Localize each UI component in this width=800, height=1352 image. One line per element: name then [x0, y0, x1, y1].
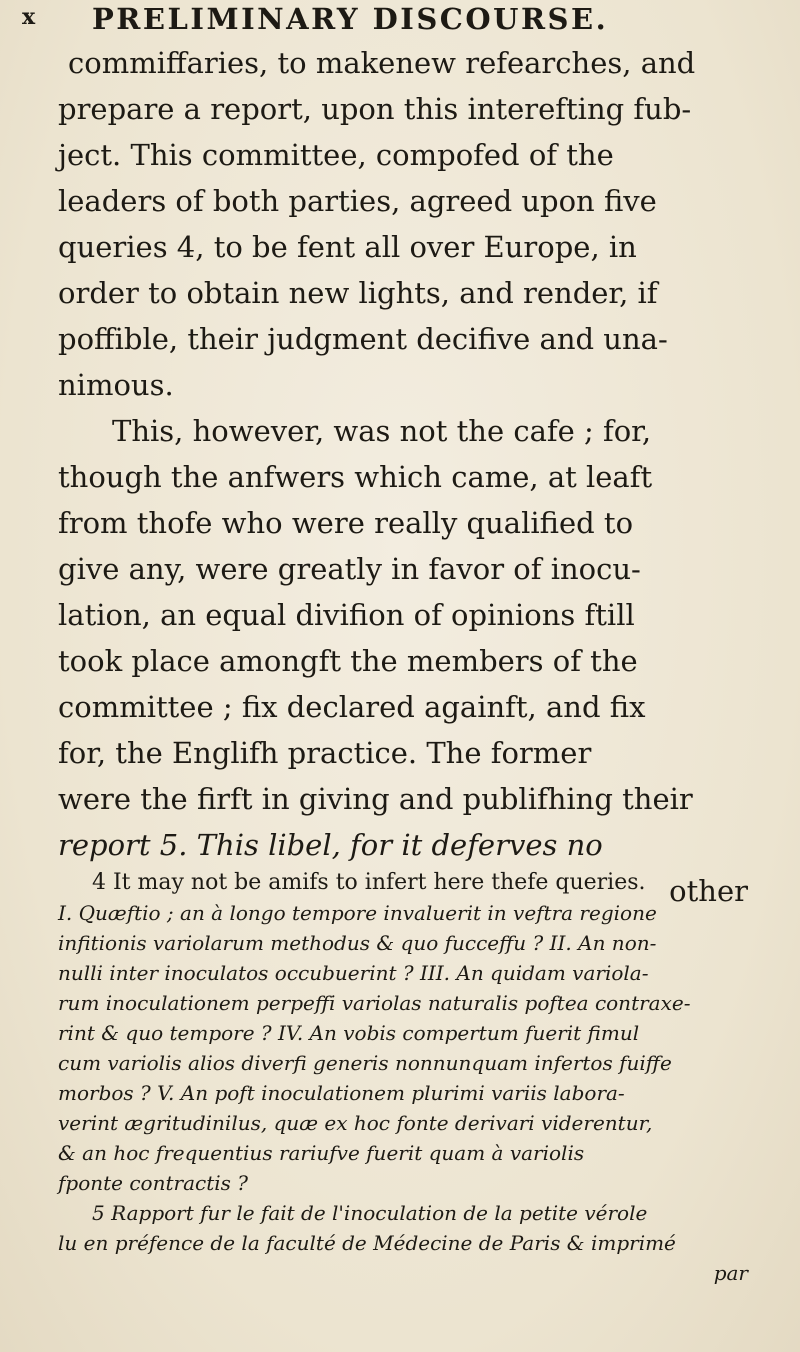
- text-line: order to obtain new lights, and render, if: [58, 276, 658, 310]
- page-number: x: [22, 4, 36, 30]
- text-line: poffible, their judgment decifive and una-: [58, 322, 668, 356]
- text-line: commiffaries, to makenew refearches, and: [68, 46, 696, 80]
- footnote-line: 5 Rapport fur le fait de l'inoculation de la petite vérole: [92, 1201, 648, 1225]
- text-line: committee ; fix declared againft, and fix: [58, 690, 646, 724]
- text-line: for, the Englifh practice. The former: [58, 736, 592, 770]
- text-line: though the anfwers which came, at leaft: [58, 460, 653, 494]
- running-head: [0, 0, 800, 40]
- text-line: took place amongft the members of the: [58, 644, 638, 678]
- footnote-line: nulli inter inoculatos occubuerint ? III. An quidam variola-: [58, 961, 649, 985]
- text-line: from thofe who were really qualified to: [58, 506, 634, 540]
- footnote-line: rint & quo tempore ? IV. An vobis compertum fuerit fimul: [58, 1021, 640, 1045]
- catchword: other: [669, 874, 748, 908]
- text-line: leaders of both parties, agreed upon five: [58, 184, 657, 218]
- text-line: prepare a report, upon this interefting fub-: [58, 92, 692, 126]
- footnote-line: verint ægritudinilus, quæ ex hoc fonte derivari viderentur,: [58, 1111, 653, 1135]
- footnote-line: cum variolis alios diverfi generis nonnunquam infertos fuiffe: [58, 1051, 672, 1075]
- footnote-catchword: par: [713, 1261, 748, 1285]
- text-line: ject. This committee, compofed of the: [58, 138, 614, 172]
- running-title: PRELIMINARY DISCOURSE.: [92, 2, 609, 36]
- text-line: lation, an equal divifion of opinions ftill: [58, 598, 635, 632]
- footnotes: [58, 868, 778, 1288]
- text-line: This, however, was not the cafe ; for,: [112, 414, 652, 448]
- text-line: report 5. This libel, for it deferves no: [58, 828, 603, 862]
- footnote-line: infitionis variolarum methodus & quo fucceffu ? II. An non-: [58, 931, 657, 955]
- main-text: [58, 40, 778, 914]
- footnote-line: & an hoc frequentius rariufve fuerit quam à variolis: [58, 1141, 585, 1165]
- footnote-line: rum inoculationem perpeffi variolas naturalis poftea contraxe-: [58, 991, 691, 1015]
- footnote-line: lu en préfence de la faculté de Médecine de Paris & imprimé: [58, 1231, 676, 1255]
- footnote-line: 4 It may not be amifs to infert here thefe queries.: [92, 870, 646, 895]
- text-line: queries 4, to be fent all over Europe, in: [58, 230, 637, 264]
- footnote-line: morbos ? V. An poft inoculationem plurimi variis labora-: [58, 1081, 625, 1105]
- footnote-line: fponte contractis ?: [58, 1171, 248, 1195]
- text-line: give any, were greatly in favor of inocu-: [58, 552, 641, 586]
- text-line: nimous.: [58, 368, 174, 402]
- text-line: were the firft in giving and publifhing their: [58, 782, 693, 816]
- footnote-line: I. Quæftio ; an à longo tempore invaluerit in veftra regione: [58, 901, 657, 925]
